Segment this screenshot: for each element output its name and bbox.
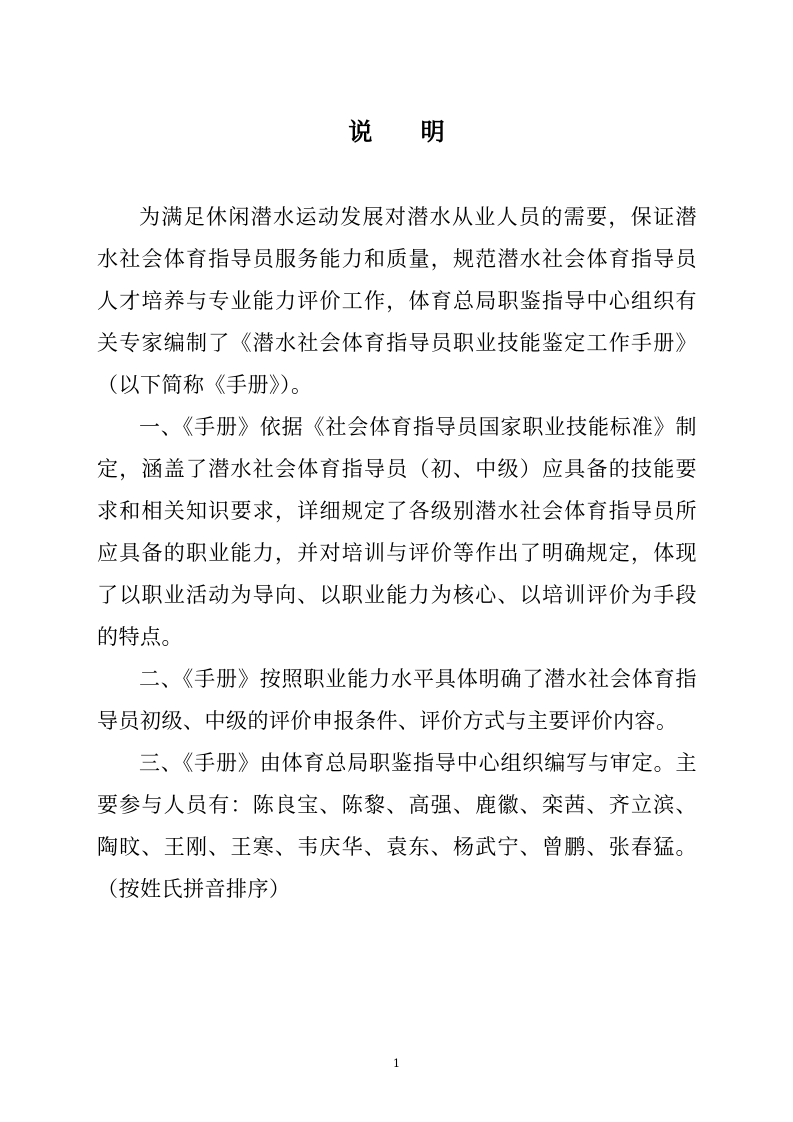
page-title: 说 明 — [348, 118, 465, 146]
paragraph-item-2: 二、《手册》按照职业能力水平具体明确了潜水社会体育指导员初级、中级的评价申报条件、评价方式与主要评价内容。 — [97, 667, 697, 733]
paragraph-intro: 为满足休闲潜水运动发展对潜水从业人员的需要，保证潜水社会体育指导员服务能力和质量，规范潜水社会体育指导员人才培养与专业能力评价工作，体育总局职鉴指导中心组织有关专家编制了《潜水社会体育指导员职业技能鉴定工作手册》（以下简称《手册》）。 — [97, 205, 697, 397]
page-number: 1 — [393, 1057, 400, 1070]
body-text — [97, 196, 697, 910]
paragraph-item-3: 三、《手册》由体育总局职鉴指导中心组织编写与审定。主要参与人员有：陈良宝、陈黎、高强、鹿徽、栾茜、齐立滨、陶旼、王刚、王寒、韦庆华、袁东、杨武宁、曾鹏、张春猛。（按姓氏拼音排序） — [97, 751, 697, 901]
paragraph-item-1: 一、《手册》依据《社会体育指导员国家职业技能标准》制定，涵盖了潜水社会体育指导员（初、中级）应具备的技能要求和相关知识要求，详细规定了各级别潜水社会体育指导员所应具备的职业能力，并对培训与评价等作出了明确规定，体现了以职业活动为导向、以职业能力为核心、以培训评价为手段的特点。 — [97, 415, 697, 649]
